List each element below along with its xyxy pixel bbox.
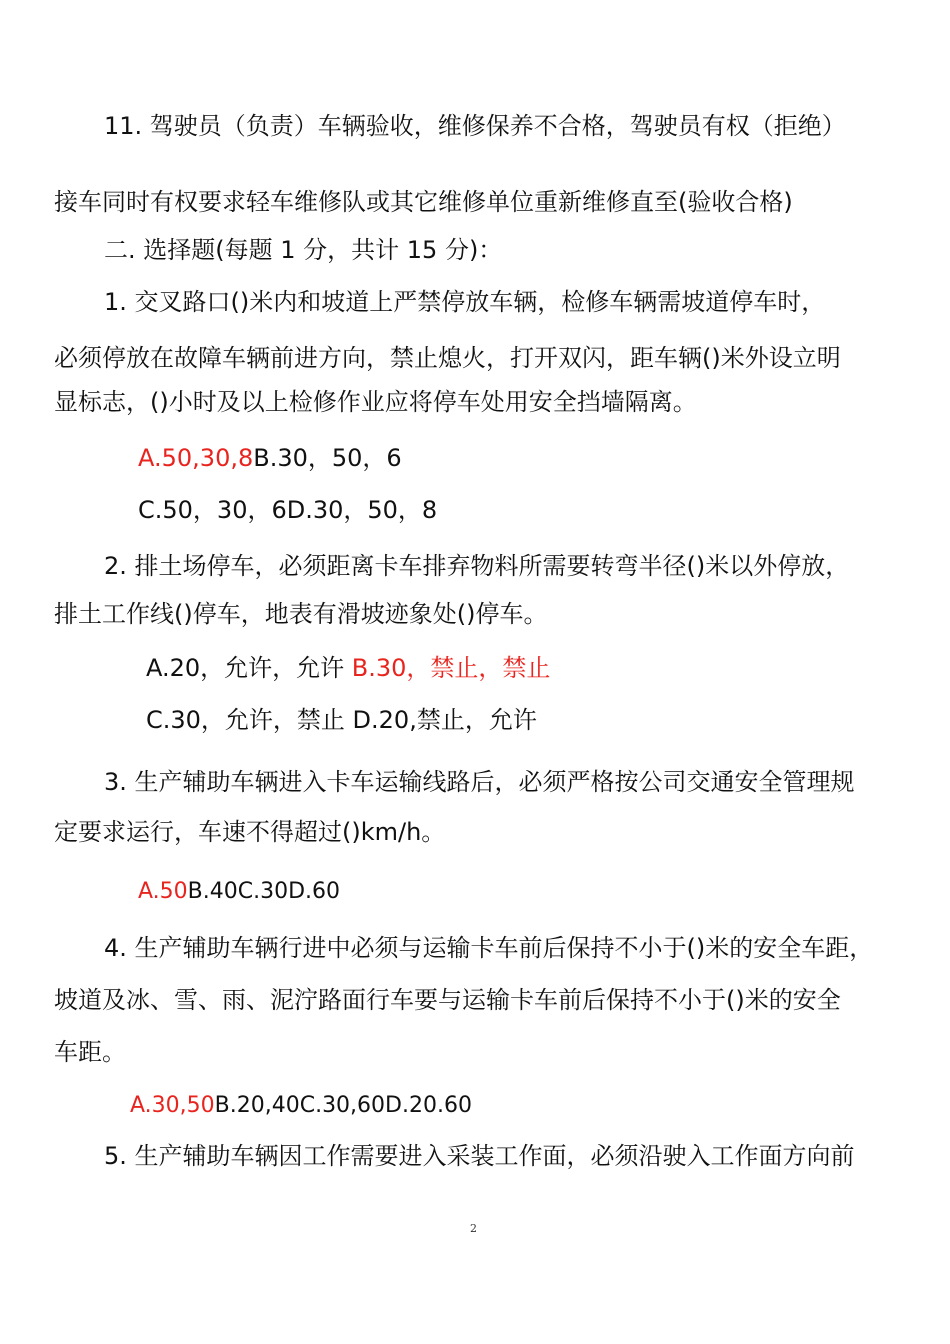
- question-2-line-1: 2. 排土场停车，必须距离卡车排弃物料所需要转弯半径()米以外停放，: [104, 552, 850, 580]
- section-heading: 二. 选择题(每题 1 分，共计 15 分)：: [104, 236, 503, 264]
- question-3-line-1: 3. 生产辅助车辆进入卡车运输线路后，必须严格按公司交通安全管理规: [104, 768, 855, 796]
- correct-answer: B.30，禁止，禁止: [351, 654, 551, 682]
- question-3-line-2: 定要求运行，车速不得超过()km/h。: [54, 818, 446, 846]
- option-text: B.20,40C.30,60D.20.60: [214, 1093, 472, 1118]
- question-2-options-1: [146, 652, 550, 684]
- question-4-line-1: 4. 生产辅助车辆行进中必须与运输卡车前后保持不小于()米的安全车距，: [104, 934, 874, 962]
- question-4-options: [130, 1090, 472, 1122]
- item-11-line-1: 11. 驾驶员（负责）车辆验收，维修保养不合格，驾驶员有权（拒绝）: [104, 112, 846, 140]
- question-1-line-1: 1. 交叉路口()米内和坡道上严禁停放车辆，检修车辆需坡道停车时，: [104, 288, 826, 316]
- question-1-options-1: [138, 442, 402, 474]
- question-2-line-2: 排土工作线()停车，地表有滑坡迹象处()停车。: [54, 600, 548, 628]
- correct-answer: A.50: [138, 879, 188, 904]
- question-1-line-3: 显标志，()小时及以上检修作业应将停车处用安全挡墙隔离。: [54, 388, 697, 416]
- question-2-options-2: C.30，允许，禁止 D.20,禁止，允许: [146, 706, 537, 734]
- question-1-options-2: C.50，30，6D.30，50，8: [138, 496, 438, 524]
- correct-answer: A.30,50: [130, 1093, 215, 1118]
- option-text: B.40C.30D.60: [187, 879, 341, 904]
- page-number: 2: [470, 1222, 477, 1235]
- question-3-options: [138, 876, 340, 908]
- item-11-line-2: 接车同时有权要求轻车维修队或其它维修单位重新维修直至(验收合格): [54, 188, 793, 216]
- question-1-line-2: 必须停放在故障车辆前进方向，禁止熄火，打开双闪，距车辆()米外设立明: [54, 344, 841, 372]
- question-4-line-2: 坡道及冰、雪、雨、泥泞路面行车要与运输卡车前后保持不小于()米的安全: [54, 986, 841, 1014]
- option-text: B.30，50，6: [253, 444, 402, 472]
- question-4-line-3: 车距。: [54, 1038, 126, 1066]
- correct-answer: A.50,30,8: [138, 444, 254, 472]
- question-5-line-1: 5. 生产辅助车辆因工作需要进入采装工作面，必须沿驶入工作面方向前: [104, 1142, 855, 1170]
- option-text: A.20，允许，允许: [146, 654, 352, 682]
